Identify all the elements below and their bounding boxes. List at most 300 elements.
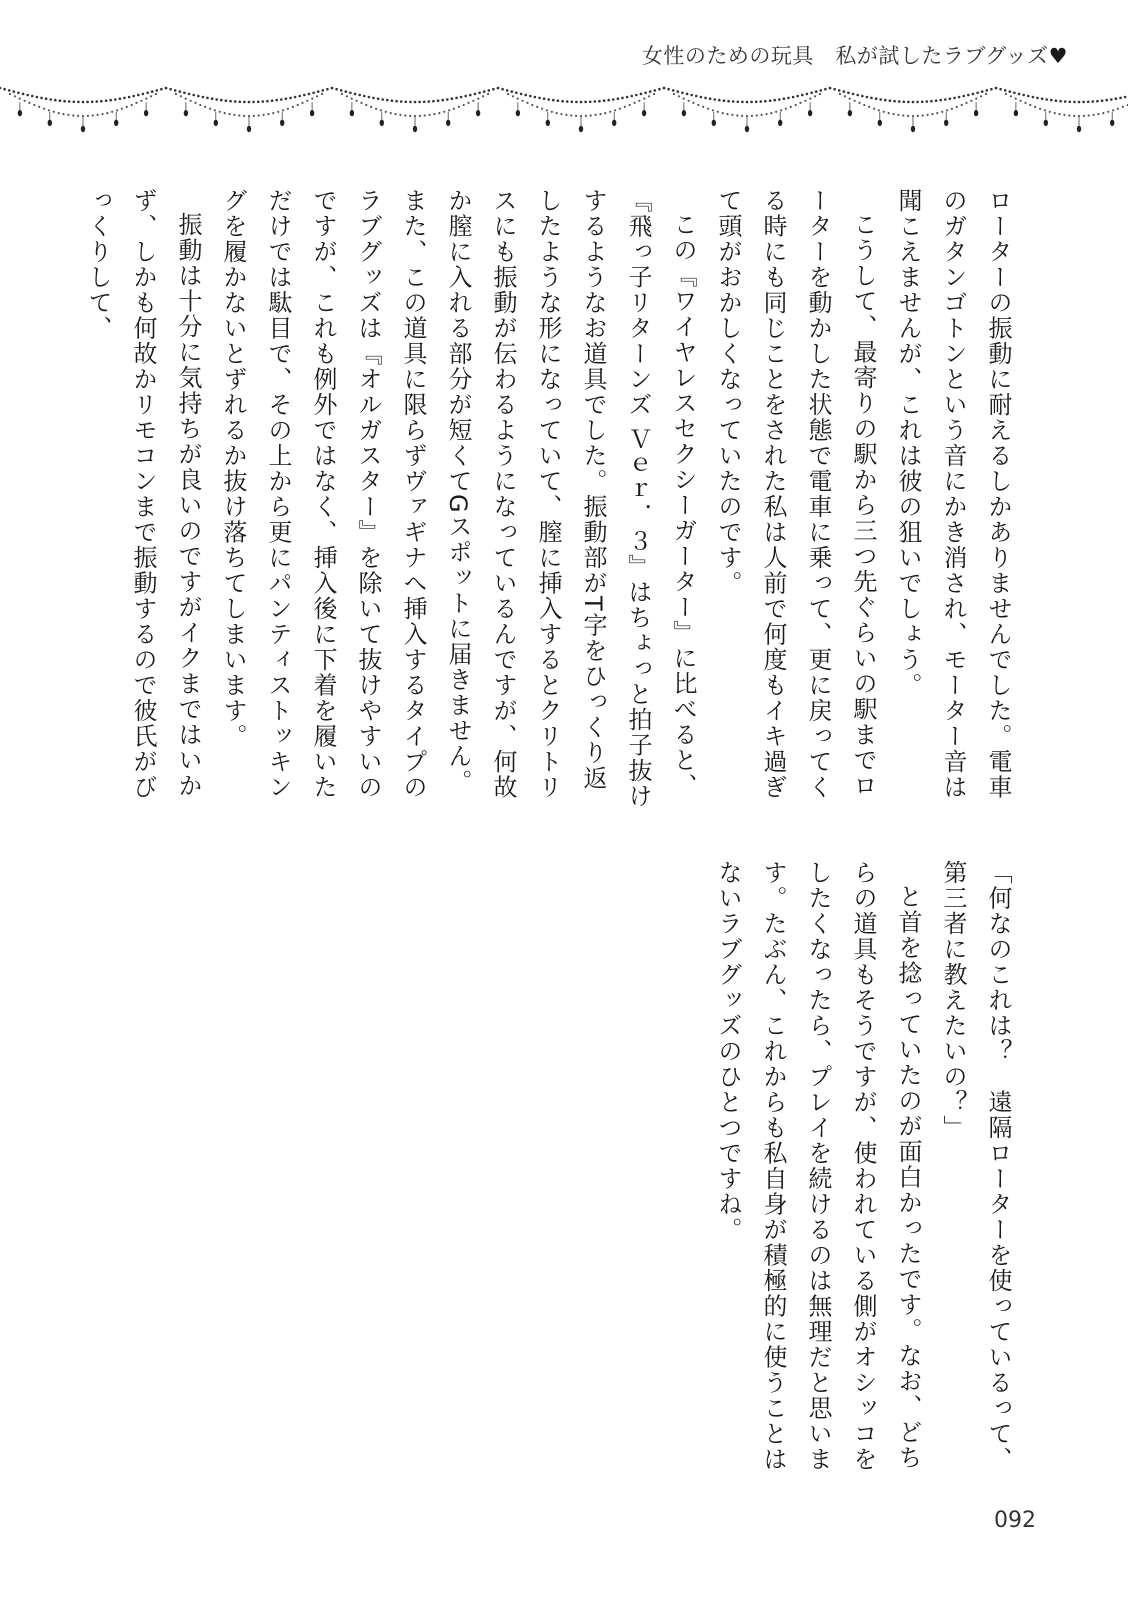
garland-dot	[432, 100, 435, 103]
garland-dot	[1093, 114, 1095, 116]
garland-dot	[474, 93, 477, 96]
garland-dot	[308, 93, 311, 96]
garland-dot	[829, 87, 832, 90]
garland-bead	[280, 120, 284, 126]
garland-dot	[546, 109, 548, 111]
garland-dot	[1032, 96, 1035, 99]
garland-dot	[82, 101, 85, 104]
garland-dot	[477, 98, 479, 100]
garland-dot	[1045, 98, 1048, 101]
garland-dot	[109, 99, 112, 102]
garland-dot	[363, 95, 366, 98]
garland-bead	[413, 126, 417, 132]
garland-dot	[316, 95, 318, 97]
garland-dot	[106, 112, 108, 114]
garland-dot	[13, 90, 16, 93]
garland-dot	[96, 100, 99, 103]
garland-dot	[418, 101, 421, 104]
garland-dot	[695, 95, 698, 98]
garland-dot	[368, 96, 371, 99]
garland-dot	[614, 109, 616, 111]
garland-dot	[1024, 102, 1026, 104]
garland-dot	[197, 95, 200, 98]
garland-dot	[999, 88, 1002, 91]
garland-dot	[861, 95, 864, 98]
garland-dot	[995, 87, 998, 90]
garland-bead	[848, 110, 852, 116]
garland-dot	[551, 111, 553, 113]
garland-dot	[429, 114, 431, 116]
garland-dot	[892, 113, 894, 115]
garland-dot	[8, 89, 11, 92]
garland-dot	[386, 99, 389, 102]
garland-dot	[87, 115, 89, 117]
garland-dot	[1010, 95, 1012, 97]
garland-dot	[584, 101, 587, 104]
garland-dot	[653, 93, 655, 95]
garland-dot	[322, 89, 325, 92]
garland-dot	[765, 113, 767, 115]
garland-bead	[1014, 110, 1018, 116]
garland-dot	[38, 106, 40, 108]
garland-dot	[907, 115, 909, 117]
garland-dot	[482, 95, 484, 97]
garland-dot	[921, 101, 924, 104]
garland-dot	[507, 93, 509, 95]
garland-dot	[785, 108, 787, 110]
garland-dot	[135, 102, 137, 104]
garland-dot	[40, 97, 43, 100]
garland-dot	[713, 98, 716, 101]
garland-dot	[121, 108, 123, 110]
garland-dot	[1122, 106, 1124, 108]
garland-dot	[220, 99, 223, 102]
garland-dot	[678, 95, 680, 97]
garland-dot	[888, 112, 890, 114]
garland-dot	[761, 114, 763, 116]
garland-dot	[683, 98, 685, 100]
garland-dot	[792, 96, 795, 99]
garland-dot	[796, 95, 799, 98]
garland-dot	[770, 112, 772, 114]
garland-dot	[522, 100, 524, 102]
garland-dot	[123, 97, 126, 100]
garland-dot	[428, 100, 431, 103]
garland-dot	[101, 113, 103, 115]
garland-dot	[488, 89, 491, 92]
garland-dot	[986, 89, 989, 92]
garland-dot	[228, 113, 230, 115]
garland-dot	[183, 92, 186, 95]
garland-bead	[911, 126, 915, 132]
garland-dot	[1115, 97, 1118, 100]
garland-dot	[1044, 109, 1046, 111]
garland-dot	[824, 88, 827, 91]
garland-dot	[1027, 95, 1030, 98]
garland-bead	[18, 110, 22, 116]
garland-dot	[854, 100, 856, 102]
garland-dot	[688, 100, 690, 102]
garland-dot	[506, 89, 509, 92]
garland-dot	[394, 113, 396, 115]
garland-dot	[543, 97, 546, 100]
garland-dot	[1102, 112, 1104, 114]
garland-dot	[145, 98, 147, 100]
garland-dot	[621, 97, 624, 100]
garland-dot	[215, 98, 218, 101]
garland-dot	[692, 102, 694, 104]
garland-dot	[520, 93, 523, 96]
running-header	[642, 40, 1068, 70]
garland-dot	[298, 95, 301, 98]
garland-dot	[760, 100, 763, 103]
garland-dot	[667, 88, 670, 91]
garland-dot	[702, 106, 704, 108]
garland-dot	[552, 99, 555, 102]
garland-dot	[773, 99, 776, 102]
garland-dot	[233, 114, 235, 116]
garland-dot	[541, 108, 543, 110]
garland-dot	[677, 90, 680, 93]
garland-dot	[571, 101, 574, 104]
garland-dot	[985, 93, 987, 95]
garland-dot	[595, 114, 597, 116]
garland-dot	[326, 88, 329, 91]
garland-dot	[810, 92, 813, 95]
garland-dot	[515, 92, 518, 95]
garland-dot	[718, 99, 721, 102]
garland-dot	[902, 114, 904, 116]
garland-dot	[524, 94, 527, 97]
garland-dot	[375, 108, 377, 110]
garland-dot	[575, 115, 577, 117]
garland-dot	[1073, 115, 1075, 117]
garland-dot	[707, 108, 709, 110]
garland-dot	[156, 89, 159, 92]
garland-dot	[140, 100, 142, 102]
garland-dot	[17, 92, 20, 95]
garland-dot	[654, 89, 657, 92]
heart-icon: ♥	[1048, 44, 1068, 68]
garland-dot	[946, 109, 948, 111]
garland-dot	[188, 93, 191, 96]
garland-dot	[1101, 99, 1104, 102]
garland-dot	[799, 102, 801, 104]
garland-dot	[1105, 99, 1108, 102]
garland-dot	[930, 100, 933, 103]
garland-dot	[638, 100, 640, 102]
garland-bead	[745, 126, 749, 132]
garland-dot	[1064, 100, 1067, 103]
garland-dot	[446, 98, 449, 101]
garland-dot	[1107, 111, 1109, 113]
garland-dot	[91, 101, 94, 104]
garland-dot	[732, 100, 735, 103]
garland-dot	[460, 96, 463, 99]
garland-dot	[160, 88, 163, 91]
garland-dot	[697, 104, 699, 106]
garland-dot	[1034, 106, 1036, 108]
garland-dot	[916, 101, 919, 104]
garland-dot	[727, 100, 730, 103]
garland-dot	[1063, 114, 1065, 116]
garland-dot	[795, 104, 797, 106]
garland-dot	[700, 96, 703, 99]
garland-dot	[856, 94, 859, 97]
garland-ornament	[0, 82, 1128, 162]
garland-dot	[866, 96, 869, 99]
garland-dot	[59, 99, 62, 102]
garland-dot	[804, 100, 806, 102]
garland-dot	[391, 99, 394, 102]
garland-dot	[404, 114, 406, 116]
garland-dot	[243, 115, 245, 117]
garland-dot	[243, 101, 246, 104]
garland-dot	[878, 109, 880, 111]
garland-dot	[73, 101, 76, 104]
garland-dot	[132, 95, 135, 98]
garland-dot	[354, 93, 357, 96]
garland-dot	[3, 88, 6, 91]
garland-dot	[19, 98, 21, 100]
garland-dot	[599, 113, 601, 115]
garland-dot	[783, 97, 786, 100]
garland-dot	[838, 89, 841, 92]
garland-dot	[764, 100, 767, 103]
garland-dot	[1020, 100, 1022, 102]
garland-dot	[282, 109, 284, 111]
garland-dot	[723, 99, 726, 102]
garland-bead	[380, 120, 384, 126]
garland-dot	[941, 111, 943, 113]
dialogue-paragraph: 「何なのこれは？ 遠隔ローターを使っているって、第三者に教えたいの？」	[939, 860, 1012, 1472]
garland-dot	[1039, 108, 1041, 110]
garland-dot	[349, 92, 352, 95]
garland-dot	[317, 90, 320, 93]
garland-dot	[686, 93, 689, 96]
garland-dot	[1055, 99, 1058, 102]
running-header-title: 女性のための玩具 私が試したラブグッズ	[641, 44, 1049, 68]
garland-dot	[224, 112, 226, 114]
garland-dot	[1018, 93, 1021, 96]
garland-dot	[790, 106, 792, 108]
garland-dot	[912, 101, 915, 104]
garland-dot	[863, 104, 865, 106]
garland-dot	[321, 93, 323, 95]
garland-dot	[903, 101, 906, 104]
garland-bead	[612, 120, 616, 126]
garland-dot	[575, 101, 578, 104]
garland-dot	[609, 111, 611, 113]
garland-dot	[365, 104, 367, 106]
garland-dot	[512, 95, 514, 97]
garland-dot	[833, 88, 836, 91]
body-text-bottom	[705, 860, 1020, 1485]
garland-dot	[690, 94, 693, 97]
garland-dot	[9, 93, 11, 95]
garland-dot	[879, 98, 882, 101]
garland-dot	[958, 96, 961, 99]
garland-dot	[280, 98, 283, 101]
garland-dot	[289, 97, 292, 100]
garland-dot	[1068, 114, 1070, 116]
garland-dot	[211, 97, 214, 100]
garland-dot	[712, 109, 714, 111]
garland-dot	[311, 98, 313, 100]
garland-dot	[1069, 101, 1072, 104]
garland-dot	[726, 113, 728, 115]
garland-dot	[63, 100, 66, 103]
garland-dot	[72, 114, 74, 116]
garland-dot	[395, 100, 398, 103]
garland-dot	[939, 99, 942, 102]
garland-dot	[619, 108, 621, 110]
garland-dot	[92, 114, 94, 116]
garland-dot	[277, 111, 279, 113]
garland-dot	[529, 95, 532, 98]
garland-bead	[446, 120, 450, 126]
garland-bead	[712, 120, 716, 126]
garland-dot	[26, 94, 29, 97]
garland-dot	[852, 93, 855, 96]
garland-dot	[746, 101, 749, 104]
garland-dot	[297, 104, 299, 106]
garland-dot	[547, 98, 550, 101]
garland-dot	[128, 96, 131, 99]
garland-bead	[144, 110, 148, 116]
garland-dot	[131, 104, 133, 106]
garland-dot	[976, 92, 979, 95]
garland-bead	[546, 120, 550, 126]
garland-dot	[722, 112, 724, 114]
garland-dot	[458, 106, 460, 108]
garland-dot	[806, 93, 809, 96]
garland-dot	[53, 111, 55, 113]
garland-dot	[633, 102, 635, 104]
garland-bead	[476, 110, 480, 116]
garland-dot	[58, 112, 60, 114]
garland-dot	[1082, 101, 1085, 104]
garland-dots	[0, 87, 1128, 133]
garland-dot	[1088, 114, 1090, 116]
garland-dot	[847, 92, 850, 95]
garland-dot	[907, 101, 910, 104]
garland-dot	[441, 99, 444, 102]
page-number: 092	[994, 1508, 1036, 1533]
garland-dot	[214, 109, 216, 111]
garland-dot	[1005, 93, 1007, 95]
garland-dot	[873, 108, 875, 110]
garland-dot	[917, 115, 919, 117]
garland-dot	[345, 90, 348, 93]
garland-dot	[531, 104, 533, 106]
garland-dot	[1049, 111, 1051, 113]
garland-dot	[617, 97, 620, 100]
garland-dot	[453, 108, 455, 110]
garland-dot	[750, 101, 753, 104]
garland-bead	[350, 110, 354, 116]
garland-dot	[206, 97, 209, 100]
garland-dot	[717, 111, 719, 113]
garland-dot	[137, 94, 140, 97]
garland-dot	[258, 114, 260, 116]
garland-dot	[598, 100, 601, 103]
garland-bead	[1077, 126, 1081, 132]
garland-dot	[209, 108, 211, 110]
garland-dot	[351, 98, 353, 100]
garland-dot	[301, 102, 303, 104]
garland-dot	[385, 111, 387, 113]
garland-dot	[965, 102, 967, 104]
garland-dot	[1041, 97, 1044, 100]
garland-dot	[814, 95, 816, 97]
garland-dot	[204, 106, 206, 108]
garland-dot	[340, 89, 343, 92]
garland-dot	[126, 106, 128, 108]
garland-dot	[737, 101, 740, 104]
garland-dot	[1083, 115, 1085, 117]
garland-dot	[1097, 113, 1099, 115]
garland-dot	[409, 101, 412, 104]
garland-dot	[769, 99, 772, 102]
garland-dot	[372, 97, 375, 100]
garland-dot	[31, 95, 34, 98]
garland-dot	[778, 98, 781, 101]
garland-dot	[469, 94, 472, 97]
garland-dot	[843, 90, 846, 93]
garland-dot	[1119, 97, 1122, 100]
garland-dot	[229, 100, 232, 103]
garland-bead	[682, 110, 686, 116]
garland-dot	[467, 102, 469, 104]
garland-dot	[303, 94, 306, 97]
garland-dot	[1054, 112, 1056, 114]
garland-dot	[751, 115, 753, 117]
garland-dot	[1096, 100, 1099, 103]
garland-dot	[556, 112, 558, 114]
garland-dot	[1015, 98, 1017, 100]
garland-dot	[649, 90, 652, 93]
garland-bead	[516, 110, 520, 116]
garland-dot	[868, 106, 870, 108]
garland-dot	[150, 95, 152, 97]
garland-dot	[185, 98, 187, 100]
garland-dot	[1013, 92, 1016, 95]
garland-dot	[438, 112, 440, 114]
garland-dot	[271, 99, 274, 102]
garland-dot	[116, 109, 118, 111]
garland-dot	[809, 98, 811, 100]
garland-bead	[48, 120, 52, 126]
garland-dot	[961, 104, 963, 106]
garland-dot	[155, 93, 157, 95]
garland-dot	[526, 102, 528, 104]
garland-dot	[1059, 100, 1062, 103]
garland-bead	[214, 120, 218, 126]
garland-dot	[455, 97, 458, 100]
paragraph: と首を捻っていたのが面白かったです。なお、どちらの道具もそうですが、使われている側がオシッコをしたくなったら、プレイを続けるのは無理だと思います。たぶん、これからも私自身が積極的に使うことはないラブグッズのひとつですね。	[714, 860, 922, 1472]
garland-dot	[1092, 100, 1095, 103]
garland-dot	[100, 100, 103, 103]
garland-dot	[560, 113, 562, 115]
garland-dot	[648, 95, 650, 97]
garland-dot	[756, 114, 758, 116]
garland-dot	[360, 102, 362, 104]
garland-dot	[358, 94, 361, 97]
garland-dot	[1112, 109, 1114, 111]
garland-bead	[974, 110, 978, 116]
garland-dot	[640, 93, 643, 96]
